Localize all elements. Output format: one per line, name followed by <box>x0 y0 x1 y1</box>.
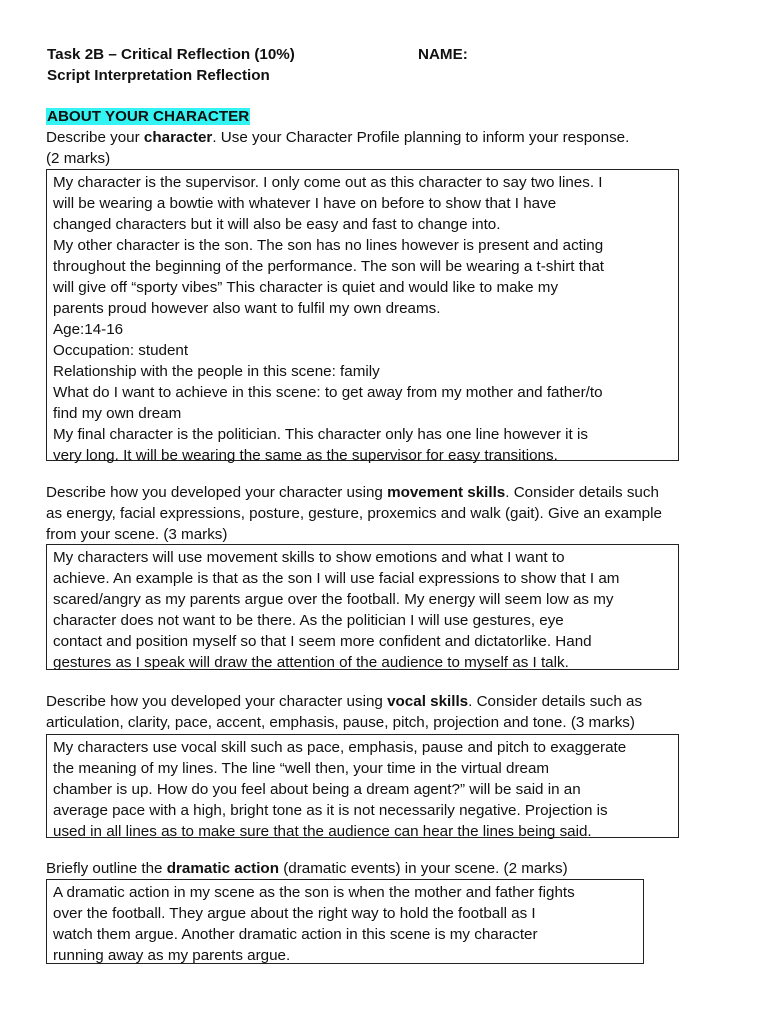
answer-box-character[interactable] <box>46 169 679 464</box>
answer-line: running away as my parents argue. <box>53 947 291 964</box>
question-2-keyword: movement skills <box>387 484 506 501</box>
question-3-prompt <box>46 691 736 733</box>
question-3-keyword: vocal skills <box>387 693 469 710</box>
answer-box-dramatic-action[interactable] <box>46 879 644 964</box>
question-3-prompt-line-2: articulation, clarity, pace, accent, emphasis, pause, pitch, projection and tone. (3 marks) <box>46 714 635 731</box>
name-label: NAME: <box>418 46 468 63</box>
question-1-prompt-line-1: Describe your character. Use your Character Profile planning to inform your response. <box>46 129 630 146</box>
worksheet-subtitle: Script Interpretation Reflection <box>47 67 270 84</box>
question-4-prompt <box>46 858 736 879</box>
question-1-keyword: character <box>143 129 213 146</box>
answer-line: My characters use vocal skill such as pace, emphasis, pause and pitch to exaggerate <box>53 739 627 756</box>
answer-line: the meaning of my lines. The line “well then, your time in the virtual dream <box>53 760 550 777</box>
question-4-keyword: dramatic action <box>166 860 279 877</box>
answer-line: Occupation: student <box>53 342 189 359</box>
answer-line: will be wearing a bowtie with whatever I have on before to show that I have <box>53 195 557 212</box>
answer-line: watch them argue. Another dramatic action in this scene is my character <box>53 926 538 943</box>
answer-line: used in all lines as to make sure that the audience can hear the lines being said. <box>53 823 592 840</box>
answer-line: What do I want to achieve in this scene: to get away from my mother and father/to <box>53 384 603 401</box>
answer-box-movement-skills[interactable] <box>46 544 679 670</box>
answer-line: changed characters but it will also be easy and fast to change into. <box>53 216 501 233</box>
task-title: Task 2B – Critical Reflection (10%) <box>47 46 295 63</box>
question-2-prompt-line-3: from your scene. (3 marks) <box>46 526 228 543</box>
question-2-prompt-line-2: as energy, facial expressions, posture, gesture, proxemics and walk (gait). Give an example <box>46 505 662 522</box>
answer-line: My final character is the politician. This character only has one line however it is <box>53 426 588 443</box>
answer-line: throughout the beginning of the performance. The son will be wearing a t-shirt that <box>53 258 605 275</box>
answer-line: over the football. They argue about the right way to hold the football as I <box>53 905 536 922</box>
answer-line: My characters will use movement skills to show emotions and what I want to <box>53 549 565 566</box>
answer-line: find my own dream <box>53 405 182 422</box>
section-heading-text: ABOUT YOUR CHARACTER <box>47 108 250 125</box>
answer-line: scared/angry as my parents argue over the football. My energy will seem low as my <box>53 591 614 608</box>
question-1-prompt <box>46 127 736 169</box>
question-1-prompt-line-2: (2 marks) <box>46 150 111 167</box>
answer-line: gestures as I speak will draw the attention of the audience to myself as I talk. <box>53 654 569 671</box>
answer-line: Age:14-16 <box>53 321 124 338</box>
answer-line: average pace with a high, bright tone as it is not necessarily negative. Projection is <box>53 802 608 819</box>
answer-line: parents proud however also want to fulfil my own dreams. <box>53 300 441 317</box>
answer-line: very long. It will be wearing the same as the supervisor for easy transitions. <box>53 447 558 464</box>
question-4-prompt-line-1: Briefly outline the dramatic action (dramatic events) in your scene. (2 marks) <box>46 860 568 877</box>
answer-line: chamber is up. How do you feel about being a dream agent?” will be said in an <box>53 781 581 798</box>
question-2-prompt-line-1: Describe how you developed your character using movement skills. Consider details such <box>46 484 659 501</box>
answer-line: Relationship with the people in this scene: family <box>53 363 380 380</box>
question-2-prompt <box>46 482 736 545</box>
answer-line: My character is the supervisor. I only come out as this character to say two lines. I <box>53 174 603 191</box>
answer-line: contact and position myself so that I seem more confident and dictatorlike. Hand <box>53 633 592 650</box>
answer-line: My other character is the son. The son has no lines however is present and acting <box>53 237 604 254</box>
answer-line: A dramatic action in my scene as the son is when the mother and father fights <box>53 884 575 901</box>
section-heading <box>46 106 250 127</box>
question-3-prompt-line-1: Describe how you developed your character using vocal skills. Consider details such as <box>46 693 643 710</box>
answer-line: will give off “sporty vibes” This character is quiet and would like to make my <box>53 279 559 296</box>
answer-box-vocal-skills[interactable] <box>46 734 679 838</box>
answer-line: character does not want to be there. As the politician I will use gestures, eye <box>53 612 564 629</box>
answer-line: achieve. An example is that as the son I will use facial expressions to show that I am <box>53 570 620 587</box>
